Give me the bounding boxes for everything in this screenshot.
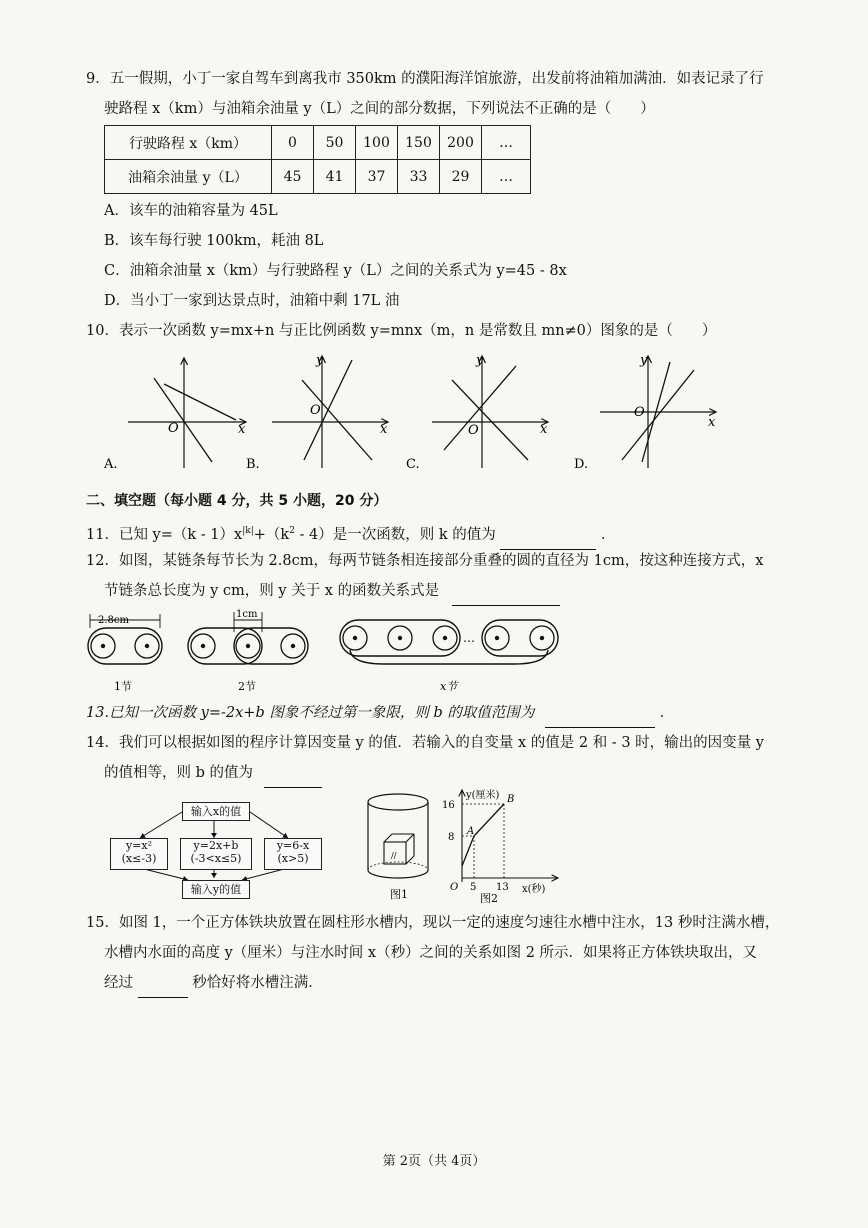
q9-option-d: D．当小丁一家到达景点时，油箱中剩 17L 油 (104, 293, 400, 309)
q9-option-a: A．该车的油箱容量为 45L (104, 203, 278, 219)
table-header-distance: 行驶路程 x（km） (105, 126, 272, 160)
table-row (105, 160, 531, 194)
table-cell: 33 (398, 160, 440, 194)
q11-post: - 4）是一次函数，则 k 的值为 (294, 526, 496, 543)
q9-option-c: C．油箱余油量 x（km）与行驶路程 y（L）之间的关系式为 y=45 - 8x (104, 263, 567, 279)
figure-2-x-label: x(秒) (522, 884, 546, 895)
caption-x: x节 (440, 680, 458, 693)
flow-branch-1 (110, 838, 168, 870)
q15-line2: 水槽内水面的高度 y（厘米）与注水时间 x（秒）之间的关系如图 2 所示．如果将正方体铁块取出，又 (104, 945, 758, 961)
q12-line2-text: 节链条总长度为 y cm，则 y 关于 x 的函数关系式是 (104, 583, 440, 599)
table-cell: … (482, 160, 531, 194)
page-footer: 第 2页（共 4页） (382, 1154, 486, 1169)
table-cell: 200 (440, 126, 482, 160)
q13-text-content: 13.已知一次函数 y=-2x+b 图象不经过第一象限，则 b 的取值范围为 (86, 705, 535, 721)
caption-1: 1节 (114, 680, 132, 693)
figure-2-origin: O (450, 882, 459, 893)
graph-b-letter: B. (246, 457, 260, 472)
chain-ellipsis: … (463, 631, 475, 645)
table-cell: 0 (272, 126, 314, 160)
table-cell: 100 (356, 126, 398, 160)
table-cell: 37 (356, 160, 398, 194)
graph-c-x-label: x (540, 422, 548, 437)
graph-d-letter: D. (574, 457, 589, 472)
table-header-fuel: 油箱余油量 y（L） (105, 160, 272, 194)
chain-x (340, 620, 558, 693)
dimension-2-8cm: 2.8cm (98, 615, 129, 626)
table-cell: … (482, 126, 531, 160)
q14-line2-text: 的值相等，则 b 的值为 (104, 765, 253, 781)
figure-2-tick-13: 13 (496, 882, 509, 893)
graph-a-line-2 (164, 384, 236, 420)
svg-text://: // (391, 851, 397, 860)
q10-graphs (96, 350, 736, 480)
q11-text (86, 516, 616, 550)
flow-branch-2 (180, 838, 252, 870)
dimension-1cm: 1cm (236, 609, 258, 620)
graph-d-x-label: x (708, 415, 716, 430)
graph-a-x-label: x (238, 422, 246, 437)
q9-line2: 驶路程 x（km）与油箱余油量 y（L）之间的部分数据，下列说法不正确的是（ ） (104, 101, 655, 117)
chain-2 (188, 609, 308, 693)
flow-input-box: 输入x的值 (182, 802, 250, 821)
graph-b-y-label: y (316, 353, 324, 368)
table-cell: 150 (398, 126, 440, 160)
graph-d-origin: O (634, 405, 645, 420)
graph-a (103, 358, 246, 472)
q12-chain-figure (84, 606, 564, 696)
table-cell: 29 (440, 160, 482, 194)
flow-output-box: 输入y的值 (182, 880, 250, 899)
q15-line3-post: 秒恰好将水槽注满． (192, 975, 323, 991)
graph-b-x-label: x (380, 422, 388, 437)
graph-c-letter: C. (406, 457, 420, 472)
graph-c (406, 353, 548, 472)
figure-1-caption: 图1 (390, 888, 408, 901)
q9-table (104, 125, 531, 194)
q12-line1: 12．如图，某链条每节长为 2.8cm，每两节链条相连接部分重叠的圆的直径为 1cm，按这种连接方式，x (86, 553, 764, 569)
graph-d (574, 353, 716, 472)
figure-2-tick-16: 16 (442, 800, 455, 811)
q13-text (86, 698, 674, 728)
graph-a-line-1 (154, 378, 212, 462)
table-row (105, 126, 531, 160)
graph-a-letter: A. (104, 457, 118, 472)
graph-d-y-label: y (640, 353, 648, 368)
graph-c-y-label: y (476, 353, 484, 368)
graph-d-line-1 (622, 370, 694, 460)
q11-exponent: |k| (242, 526, 254, 536)
q10-text: 10．表示一次函数 y=mx+n 与正比例函数 y=mnx（m，n 是常数且 mn≠0）图象的是（ ） (86, 323, 717, 339)
graph-a-origin: O (168, 421, 179, 436)
graph-c-line-1 (452, 380, 528, 460)
section-title: 二、填空题（每小题 4 分，共 5 小题，20 分） (86, 493, 388, 509)
q15-figure-1 (360, 790, 440, 904)
caption-2: 2节 (238, 680, 256, 693)
q14-line1: 14．我们可以根据如图的程序计算因变量 y 的值．若输入的自变量 x 的值是 2 和 - 3 时，输出的因变量 y (86, 735, 764, 751)
q14-answer-blank[interactable] (264, 771, 322, 788)
graph-c-origin: O (468, 423, 479, 438)
q11-mid: +（k (253, 526, 290, 543)
figure-2-point-b: B (507, 794, 515, 805)
figure-2-y-label: y(厘米) (466, 790, 500, 801)
q14-line2 (104, 758, 322, 788)
figure-2-point-a: A (467, 826, 475, 837)
q15-figure-2 (436, 786, 566, 904)
q15-answer-blank[interactable] (138, 981, 188, 998)
flow-branch-3-condition: (x>5) (277, 852, 309, 865)
figure-2-tick-8: 8 (448, 832, 455, 843)
q11-pre: 11．已知 y=（k - 1）x (86, 526, 243, 543)
q11-square: 2 (289, 526, 295, 536)
flow-branch-2-condition: (-3<x≤5) (190, 852, 242, 865)
table-cell: 50 (314, 126, 356, 160)
flow-branch-3-formula: y=6-x (276, 839, 310, 852)
q13-answer-blank[interactable] (545, 711, 655, 728)
q9-option-b: B．该车每行驶 100km，耗油 8L (104, 233, 324, 249)
q12-answer-blank[interactable] (452, 589, 560, 606)
figure-2-tick-5: 5 (470, 882, 477, 893)
q9-line1: 9．五一假期，小丁一家自驾车到离我市 350km 的濮阳海洋馆旅游，出发前将油箱加满油．如表记录了行 (86, 71, 764, 87)
q11-end: ． (601, 526, 616, 543)
graph-b-origin: O (310, 403, 321, 418)
q12-line2 (104, 576, 560, 606)
flow-branch-2-formula: y=2x+b (193, 839, 239, 852)
q15-line3-pre: 经过 (104, 975, 133, 991)
graph-b (246, 353, 388, 472)
flow-branch-3 (264, 838, 322, 870)
flow-branch-1-formula: y=x² (125, 839, 153, 852)
figure-2-caption: 图2 (480, 892, 498, 904)
graph-c-line-2 (444, 366, 516, 450)
q15-line3 (104, 968, 323, 998)
q13-end: ． (659, 705, 675, 721)
chain-1 (88, 614, 162, 693)
table-cell: 45 (272, 160, 314, 194)
flow-branch-1-condition: (x≤-3) (121, 852, 157, 865)
table-cell: 41 (314, 160, 356, 194)
q15-line1: 15．如图 1，一个正方体铁块放置在圆柱形水槽内，现以一定的速度匀速往水槽中注水，13 秒时注满水槽， (86, 915, 780, 931)
